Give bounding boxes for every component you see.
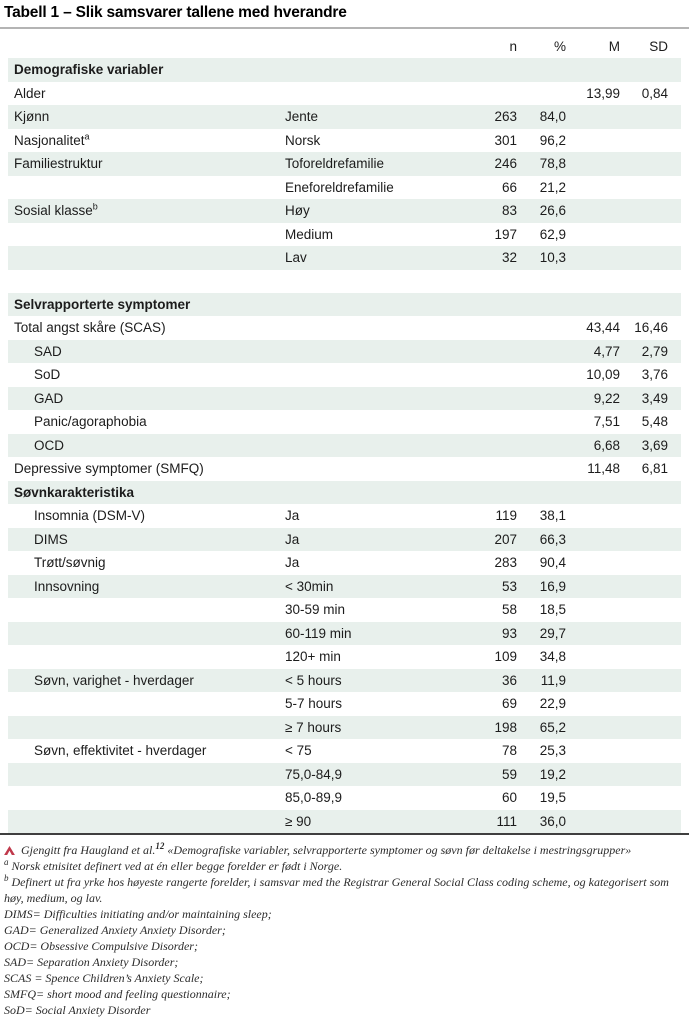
header-spacer-label	[8, 29, 285, 58]
table-row	[8, 129, 681, 153]
cell-category: ≥ 7 hours	[285, 719, 342, 735]
cell-label: Innsovning	[34, 578, 100, 594]
cell-sd: 0,84	[641, 85, 668, 101]
footnotes	[4, 842, 681, 1018]
cell-category: < 30min	[285, 578, 334, 594]
cell-pct: 38,1	[539, 508, 566, 523]
cell-label: Sosial klasse$^b$	[14, 201, 98, 218]
cell-pct: 19,5	[539, 790, 566, 805]
cell-label	[8, 763, 285, 787]
cell-pct: 25,3	[539, 743, 566, 758]
cell-sd	[620, 504, 668, 528]
footnote-a-text: Norsk etnisitet definert ved at én eller begge forelder er født i Norge.	[11, 859, 343, 873]
cell-sd	[620, 176, 668, 200]
cell-sd	[620, 152, 668, 176]
cell-sd	[620, 716, 668, 740]
cell-m	[566, 598, 620, 622]
cell-sd	[620, 598, 668, 622]
cell-pct: 22,9	[539, 696, 566, 711]
table-row	[8, 457, 681, 481]
cell-m	[566, 176, 620, 200]
cell-pct	[517, 387, 566, 411]
cell-m	[566, 575, 620, 599]
cell-label: Søvn, effektivitet - hverdager	[34, 743, 207, 758]
citation-ref: 12	[155, 842, 165, 851]
table-row	[8, 410, 681, 434]
table-row	[8, 692, 681, 716]
cell-m	[566, 810, 620, 834]
cell-m: 6,68	[593, 437, 620, 453]
footnote-b-marker: b	[4, 873, 9, 883]
cell-n: 283	[494, 555, 517, 570]
cell-m	[566, 246, 620, 270]
table-row	[8, 669, 681, 693]
section-header-row	[8, 481, 681, 505]
table-row	[8, 223, 681, 247]
cell-n	[435, 340, 517, 364]
table-row	[8, 387, 681, 411]
cell-pct: 96,2	[539, 132, 566, 148]
section-title: Selvrapporterte symptomer	[14, 296, 191, 312]
cell-m	[566, 105, 620, 129]
table-row	[8, 316, 681, 340]
caret-icon	[4, 842, 15, 858]
cell-pct	[517, 434, 566, 458]
cell-label	[8, 246, 285, 270]
cell-pct: 90,4	[539, 555, 566, 570]
cell-pct: 34,8	[539, 649, 566, 664]
cell-label	[8, 716, 285, 740]
table-row	[8, 434, 681, 458]
cell-pct: 18,5	[539, 602, 566, 617]
cell-category: Norsk	[285, 132, 321, 148]
cell-category: 5-7 hours	[285, 696, 343, 711]
cell-m	[566, 739, 620, 763]
cell-label: DIMS	[34, 531, 68, 547]
cell-m	[566, 129, 620, 153]
cell-label: SAD	[34, 343, 62, 359]
cell-n: 197	[494, 226, 517, 242]
table-row	[8, 575, 681, 599]
cell-m	[566, 786, 620, 810]
cell-sd	[620, 223, 668, 247]
cell-n: 111	[496, 813, 517, 829]
cell-pct	[517, 82, 566, 106]
cell-category	[285, 316, 435, 340]
cell-category: 85,0-89,9	[285, 790, 343, 805]
cell-sd	[620, 786, 668, 810]
abbreviation-note: SoD= Social Anxiety Disorder	[4, 1003, 151, 1017]
table-title: Tabell 1 – Slik samsvarer tallene med hverandre	[4, 4, 347, 21]
section-title: Søvnkarakteristika	[14, 484, 135, 500]
cell-sd	[620, 810, 668, 834]
cell-pct: 21,2	[539, 179, 566, 195]
cell-sd	[620, 105, 668, 129]
footnote-divider	[0, 833, 689, 835]
cell-m: 43,44	[586, 320, 620, 335]
cell-n	[435, 82, 517, 106]
cell-n	[435, 434, 517, 458]
cell-category: < 75	[285, 743, 312, 758]
cell-m	[566, 199, 620, 223]
abbreviation-note: OCD= Obsessive Compulsive Disorder;	[4, 939, 198, 953]
cell-sd	[620, 622, 668, 646]
cell-pct: 36,0	[539, 813, 566, 829]
cell-m: 4,77	[593, 343, 620, 359]
cell-sd	[620, 575, 668, 599]
column-header-sd: SD	[649, 39, 668, 54]
cell-n: 119	[495, 508, 517, 523]
cell-n: 78	[501, 743, 517, 758]
section-header-row	[8, 58, 681, 82]
table-row	[8, 786, 681, 810]
cell-sd	[620, 669, 668, 693]
cell-pct	[517, 410, 566, 434]
cell-label	[8, 622, 285, 646]
cell-n: 109	[494, 649, 517, 664]
cell-category	[285, 340, 435, 364]
attribution-note	[4, 842, 681, 858]
table-row	[8, 176, 681, 200]
cell-m	[566, 763, 620, 787]
cell-label	[8, 786, 285, 810]
abbreviation-note: DIMS= Difficulties initiating and/or maintaining sleep;	[4, 907, 272, 921]
table-row	[8, 152, 681, 176]
cell-category	[285, 363, 435, 387]
cell-sd	[620, 551, 668, 575]
cell-n: 58	[501, 602, 517, 617]
cell-label: Alder	[14, 85, 46, 101]
footnote-a-marker: a	[4, 857, 9, 867]
attribution-text: Gjengitt fra Haugland et al.	[21, 843, 156, 857]
cell-pct: 26,6	[539, 203, 566, 218]
cell-label: Total angst skåre (SCAS)	[14, 320, 166, 335]
cell-label: SoD	[34, 367, 61, 382]
cell-sd: 3,76	[641, 367, 668, 382]
cell-label: Søvn, varighet - hverdager	[34, 672, 194, 688]
cell-label: Insomnia (DSM-V)	[34, 508, 146, 523]
table-row	[8, 763, 681, 787]
table-row	[8, 199, 681, 223]
table-row	[8, 105, 681, 129]
cell-n: 59	[501, 766, 517, 782]
cell-pct: 65,2	[539, 719, 566, 735]
cell-n	[435, 387, 517, 411]
cell-n: 66	[501, 179, 517, 195]
header-spacer-category	[285, 29, 435, 58]
cell-label: Depressive symptomer (SMFQ)	[14, 461, 204, 476]
cell-m: 13,99	[586, 85, 620, 101]
cell-n: 53	[501, 578, 517, 594]
cell-category: < 5 hours	[285, 672, 342, 688]
table-row	[8, 739, 681, 763]
cell-sd	[620, 692, 668, 716]
abbreviation-note: GAD= Generalized Anxiety Anxiety Disorder;	[4, 923, 226, 937]
section-header-row	[8, 293, 681, 317]
table-row	[8, 340, 681, 364]
cell-m	[566, 692, 620, 716]
cell-label: Kjønn	[14, 109, 50, 124]
cell-m	[566, 528, 620, 552]
cell-category: Ja	[285, 531, 300, 547]
table-row	[8, 246, 681, 270]
cell-m	[566, 669, 620, 693]
cell-sd	[620, 739, 668, 763]
cell-n: 83	[501, 203, 517, 218]
cell-n: 246	[494, 156, 517, 171]
cell-label: Familiestruktur	[14, 156, 103, 171]
cell-label	[8, 598, 285, 622]
cell-n: 301	[494, 132, 517, 148]
cell-n: 198	[494, 719, 517, 735]
cell-category	[285, 410, 435, 434]
cell-n: 207	[494, 531, 517, 547]
cell-pct	[517, 363, 566, 387]
abbreviation-note: SCAS = Spence Children’s Anxiety Scale;	[4, 971, 204, 985]
column-header-pct: %	[553, 39, 566, 54]
cell-m: 10,09	[586, 367, 620, 382]
table-row	[8, 363, 681, 387]
table-row	[8, 551, 681, 575]
cell-category: 60-119 min	[285, 625, 352, 641]
table-row	[8, 810, 681, 834]
cell-m: 7,51	[593, 414, 620, 429]
cell-pct: 84,0	[539, 109, 566, 124]
cell-category	[285, 457, 435, 481]
section-title: Demografiske variabler	[14, 62, 164, 77]
data-table	[8, 29, 681, 833]
cell-category: 30-59 min	[285, 602, 346, 617]
cell-m	[566, 716, 620, 740]
cell-pct	[517, 457, 566, 481]
footnote-b-text: Definert ut fra yrke hos høyeste rangerte forelder, i samsvar med the Registrar General Social Class coding scheme, og kategorisert som høy, medium, og lav.	[4, 875, 669, 905]
cell-sd: 6,81	[641, 461, 668, 476]
cell-n	[435, 316, 517, 340]
column-header-n: n	[509, 39, 517, 54]
cell-sd	[620, 129, 668, 153]
cell-sd	[620, 645, 668, 669]
cell-category: Ja	[285, 508, 300, 523]
cell-m	[566, 551, 620, 575]
cell-category: 75,0-84,9	[285, 766, 343, 782]
table-row	[8, 528, 681, 552]
table-row	[8, 598, 681, 622]
cell-sd: 3,69	[641, 437, 668, 453]
cell-label: Nasjonalitet$^a$	[14, 131, 90, 148]
cell-sd	[620, 763, 668, 787]
abbreviation-list	[4, 906, 681, 1018]
table-row	[8, 504, 681, 528]
cell-pct: 78,8	[539, 156, 566, 171]
cell-label: Trøtt/søvnig	[34, 555, 106, 570]
cell-n: 69	[501, 696, 517, 711]
cell-label	[8, 176, 285, 200]
cell-label	[8, 810, 285, 834]
table-row	[8, 622, 681, 646]
cell-sd: 3,49	[641, 390, 668, 406]
cell-category: Toforeldrefamilie	[285, 156, 385, 171]
column-header-m: M	[608, 39, 620, 54]
cell-pct: 29,7	[539, 625, 566, 641]
cell-sd: 16,46	[634, 320, 668, 335]
footnote-b	[4, 874, 681, 906]
cell-pct	[517, 340, 566, 364]
cell-category	[285, 82, 435, 106]
abbreviation-note: SAD= Separation Anxiety Disorder;	[4, 955, 179, 969]
cell-pct: 16,9	[539, 578, 566, 594]
cell-pct: 62,9	[539, 226, 566, 242]
table-row	[8, 716, 681, 740]
cell-category: Medium	[285, 226, 334, 242]
table-body	[8, 58, 681, 833]
cell-label	[8, 645, 285, 669]
cell-pct: 11,9	[540, 672, 566, 688]
cell-sd	[620, 246, 668, 270]
cell-m	[566, 622, 620, 646]
cell-pct	[517, 316, 566, 340]
cell-n: 60	[501, 790, 517, 805]
abbreviation-note: SMFQ= short mood and feeling questionnaire;	[4, 987, 231, 1001]
cell-category: 120+ min	[285, 649, 341, 664]
footnote-a	[4, 858, 681, 874]
cell-label: OCD	[34, 437, 64, 453]
table-row	[8, 645, 681, 669]
cell-m	[566, 504, 620, 528]
cell-category: Høy	[285, 203, 310, 218]
column-header-row	[8, 29, 681, 58]
cell-category: ≥ 90	[285, 813, 312, 829]
cell-label: GAD	[34, 390, 64, 406]
cell-category	[285, 434, 435, 458]
cell-pct: 66,3	[539, 531, 566, 547]
cell-sd: 5,48	[641, 414, 668, 429]
attribution-quote: «Demografiske variabler, selvrapporterte symptomer og søvn før deltakelse i mestringsgrupper»	[164, 843, 632, 857]
cell-sd: 2,79	[641, 343, 668, 359]
cell-sd	[620, 199, 668, 223]
cell-category	[285, 387, 435, 411]
cell-pct: 19,2	[539, 766, 566, 782]
cell-m	[566, 152, 620, 176]
cell-label: Panic/agoraphobia	[34, 414, 147, 429]
cell-category: Eneforeldrefamilie	[285, 179, 394, 195]
section-gap	[8, 270, 681, 293]
cell-n	[435, 363, 517, 387]
cell-n	[435, 410, 517, 434]
cell-sd	[620, 528, 668, 552]
cell-n: 93	[501, 625, 517, 641]
cell-m: 11,48	[587, 461, 620, 476]
cell-n: 36	[501, 672, 517, 688]
cell-m	[566, 645, 620, 669]
cell-label	[8, 692, 285, 716]
table-row	[8, 82, 681, 106]
cell-category: Ja	[285, 555, 300, 570]
cell-label	[8, 223, 285, 247]
cell-category: Jente	[285, 109, 319, 124]
cell-n	[435, 457, 517, 481]
cell-n: 32	[501, 250, 517, 265]
cell-n: 263	[494, 109, 517, 124]
cell-m	[566, 223, 620, 247]
cell-m: 9,22	[593, 390, 620, 406]
cell-category: Lav	[285, 250, 307, 265]
cell-pct: 10,3	[539, 250, 566, 265]
